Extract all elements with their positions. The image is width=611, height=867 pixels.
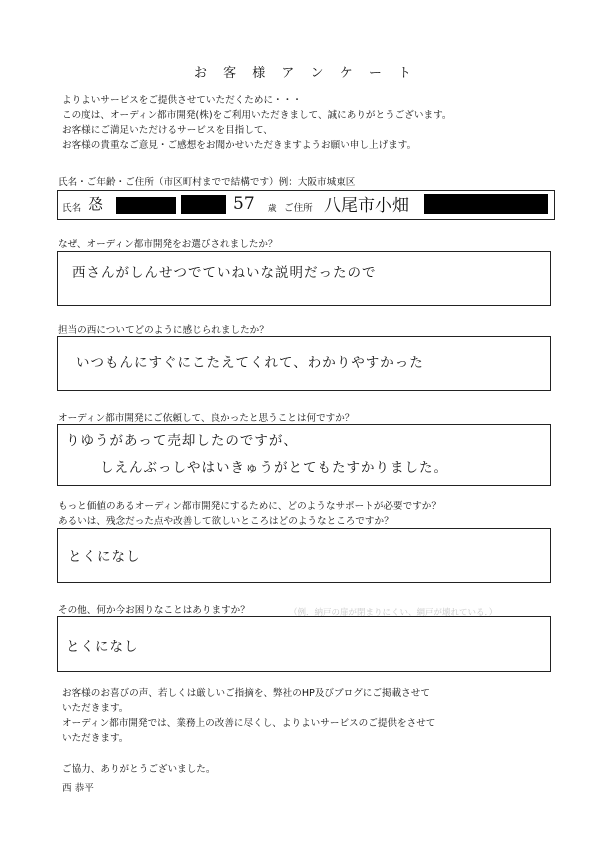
answer-handwritten: とくになし	[66, 639, 139, 655]
redaction-bar	[181, 195, 226, 214]
outro-line: オーディン都市開発では、業務上の改善に尽くし、よりよいサービスのご提供をさせて	[62, 718, 436, 729]
answer-handwritten: いつもんにすぐにこたえてくれて、わかりやすかった	[76, 355, 424, 371]
outro-line: いただきます。	[62, 703, 129, 714]
name-label: 氏名	[62, 203, 82, 214]
intro-line: お客様の貴重なご意見・ご感想をお聞かせいただきますようお願い申し上げます。	[62, 140, 417, 151]
answer-box[interactable]	[57, 251, 551, 306]
question-label: 担当の西についてどのように感じられましたか？	[58, 325, 269, 336]
question-label: あるいは、残念だった点や改善して欲しいところはどのようなところですか？	[58, 516, 394, 527]
answer-box[interactable]	[57, 336, 551, 391]
age-unit: 歳	[268, 204, 277, 214]
answer-box[interactable]	[57, 528, 551, 583]
intro-line: よりよいサービスをご提供させていただくために・・・	[62, 95, 302, 106]
signature: 西 恭平	[62, 783, 94, 794]
answer-box[interactable]	[57, 616, 551, 672]
outro-line: いただきます。	[62, 733, 129, 744]
answer-handwritten: とくになし	[68, 549, 141, 565]
question-label: もっと価値のあるオーディン都市開発にするために、どのようなサポートが必要ですか？	[58, 501, 441, 512]
personal-info-field[interactable]	[57, 190, 555, 220]
outro-line: お客様のお喜びの声、若しくは厳しいご指摘を、弊社のHP及びブログにご掲載させて	[62, 688, 430, 699]
intro-line: この度は、オーディン都市開発(株)をご利用いただきまして、誠にありがとうございます。	[62, 110, 452, 121]
answer-handwritten: 西さんがしんせつでていねいな説明だったので	[72, 265, 377, 281]
redaction-bar	[116, 197, 176, 214]
question-label: その他、何か今お困りなことはありますか？	[58, 605, 250, 616]
question-label: オーディン都市開発にご依頼して、良かったと思うことは何ですか？	[58, 413, 355, 424]
question-hint: （例．納戸の扉が閉まりにくい、網戸が壊れている．）	[289, 608, 498, 618]
page-title: お 客 様 ア ン ケ ー ト	[194, 66, 417, 81]
address-handwritten: 八尾市小畑	[324, 196, 409, 216]
intro-line: お客様にご満足いただけるサービスを目指して、	[62, 125, 273, 136]
redaction-bar	[424, 194, 548, 214]
personal-info-prompt: 氏名・ご年齢・ご住所（市区町村までで結構です）例：大阪市城東区	[58, 177, 356, 188]
answer-handwritten: しえんぶっしやはいきゅうがとてもたすかりました。	[100, 460, 448, 476]
name-handwritten: 㤂	[88, 195, 104, 213]
thanks-text: ご協力、ありがとうございました。	[62, 764, 216, 775]
question-label: なぜ、オーディン都市開発をお選びされましたか？	[58, 239, 278, 250]
address-label: ご住所	[284, 203, 313, 214]
age-handwritten: 57	[233, 194, 255, 214]
answer-handwritten: りゆうがあって売却したのですが、	[66, 433, 298, 449]
answer-box[interactable]	[57, 424, 551, 486]
